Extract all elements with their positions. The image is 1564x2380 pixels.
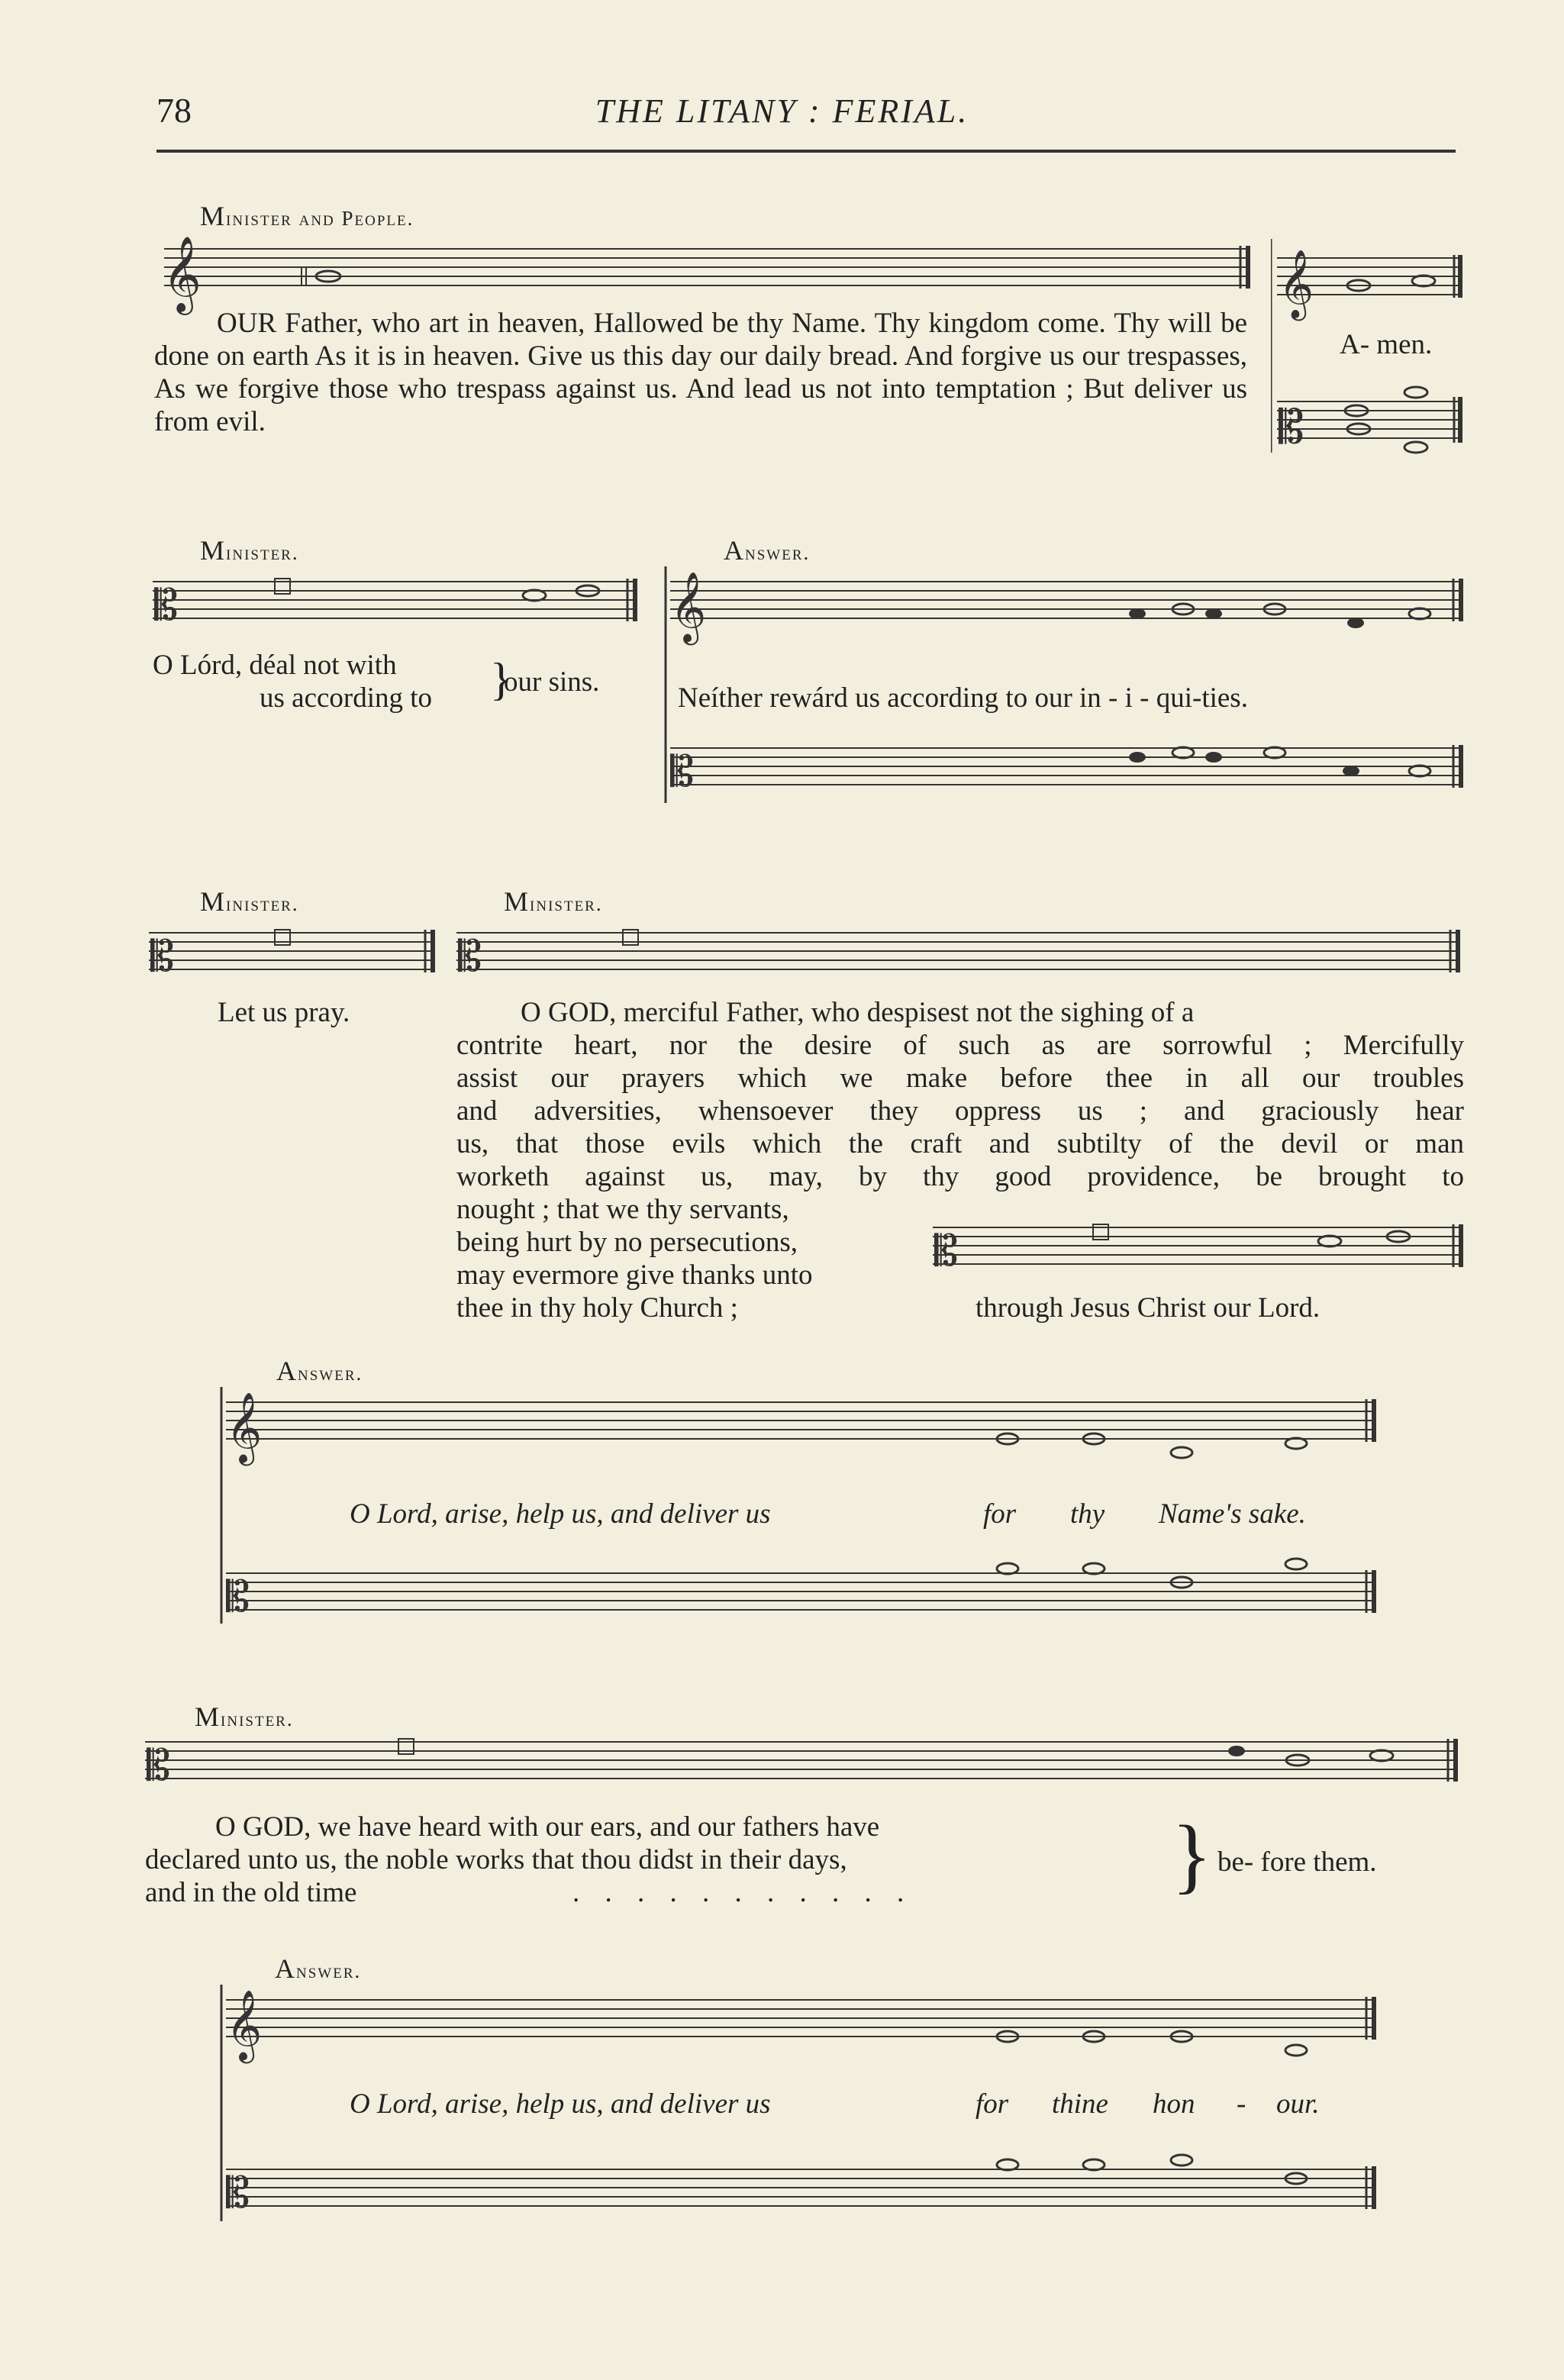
section-label-answer: Answer. [275, 1953, 362, 1984]
svg-text:𝄞: 𝄞 [1279, 250, 1314, 317]
section-label-answer: Answer. [724, 535, 811, 566]
minister-ending: our sins. [504, 666, 600, 698]
svg-text:𝄞: 𝄞 [163, 236, 202, 312]
minister-line-2: declared unto us, the noble works that thou didst in their days, [145, 1844, 847, 1875]
answer-text: Neíther rewárd us according to our in - i - qui-ties. [678, 682, 1248, 714]
lords-prayer-text: OUR Father, who art in heaven, Hallowed be thy Name. Thy kingdom come. Thy will be done on earth As it is in heaven. Give us this day our daily bread. And forgive us our trespasses, As we forgive those who trespass against us. And lead us not into temptation ; But deliver us from evil. [154, 308, 1247, 437]
svg-text:𝄡: 𝄡 [670, 749, 695, 796]
svg-text:𝄡: 𝄡 [226, 1574, 250, 1621]
answer-word-hyphen: - [1237, 2088, 1246, 2120]
minister-line-1: O GOD, we have heard with our ears, and our fathers have [215, 1811, 880, 1843]
answer-word-names-sake: Name's sake. [1159, 1498, 1306, 1530]
minister-line-2: us according to [260, 682, 433, 714]
prayer-ending: through Jesus Christ our Lord. [975, 1292, 1321, 1324]
svg-text:𝄡: 𝄡 [1279, 402, 1304, 453]
prayer-line: worketh against us, may, by thy good providence, be brought to [456, 1161, 1464, 1192]
section-label-minister: Minister. [200, 535, 299, 566]
section-label-minister-b: Minister. [504, 886, 603, 917]
answer-words-main: O Lord, arise, help us, and deliver us [350, 1498, 771, 1530]
svg-text:𝄞: 𝄞 [226, 1992, 263, 2059]
svg-text:𝄡: 𝄡 [147, 1743, 171, 1790]
svg-text:𝄡: 𝄡 [934, 1228, 959, 1275]
answer-words-main: O Lord, arise, help us, and deliver us [350, 2088, 771, 2120]
prayer-line: thee in thy holy Church ; [456, 1292, 738, 1324]
answer-word-thine: thine [1052, 2088, 1108, 2120]
leader-dots: . . . . . . . . . . . [572, 1877, 914, 1908]
answer-word-thy: thy [1070, 1498, 1105, 1530]
minister-staff [153, 574, 641, 635]
svg-text:𝄡: 𝄡 [150, 934, 175, 981]
minister-line-3: and in the old time [145, 1877, 357, 1908]
prayer-ending-staff [933, 1220, 1467, 1281]
answer-word-our: our. [1276, 2088, 1320, 2120]
minister-staff [145, 1734, 1462, 1795]
page-number: 78 [156, 91, 192, 130]
prayer-line: us, that those evils which the craft and subtilty of the devil or man [456, 1128, 1464, 1159]
svg-text:𝄡: 𝄡 [458, 934, 482, 981]
prayer-staff [456, 925, 1464, 986]
prayer-line: assist our prayers which we make before thee in all our troubles [456, 1063, 1464, 1094]
prayer-line: being hurt by no persecutions, [456, 1227, 798, 1258]
page-title: THE LITANY : FERIAL. [595, 92, 969, 130]
answer-word-for: for [983, 1498, 1017, 1530]
let-us-pray: Let us pray. [218, 997, 350, 1028]
section-label-minister: Minister. [195, 1701, 294, 1732]
section-label-minister-a: Minister. [200, 886, 299, 917]
let-us-pray-staff [149, 925, 439, 986]
prayer-line: O GOD, merciful Father, who despisest not the sighing of a [521, 997, 1195, 1028]
prayer-line: may evermore give thanks unto [456, 1259, 813, 1291]
svg-text:𝄡: 𝄡 [226, 2170, 250, 2217]
prayer-line: and adversities, whensoever they oppress us ; and graciously hear [456, 1095, 1464, 1127]
section-label-answer: Answer. [276, 1356, 363, 1386]
brace: } [1172, 1808, 1212, 1901]
prayer-line: nought ; that we thy servants, [456, 1194, 789, 1225]
header-rule [156, 150, 1456, 153]
svg-text:𝄡: 𝄡 [154, 582, 179, 630]
minister-ending: be- fore them. [1217, 1846, 1377, 1878]
amen-text: A- men. [1340, 329, 1433, 360]
svg-text:𝄞: 𝄞 [226, 1395, 263, 1462]
prayer-line: contrite heart, nor the desire of such as are sorrowful ; Mercifully [456, 1030, 1464, 1061]
minister-line-1: O Lórd, déal not with [153, 650, 397, 681]
svg-text:𝄞: 𝄞 [670, 574, 707, 641]
answer-word-for: for [975, 2088, 1009, 2120]
section-label-minister-and-people: Minister and People. [200, 201, 414, 231]
brace: } [490, 654, 512, 705]
answer-word-hon: hon [1153, 2088, 1195, 2120]
